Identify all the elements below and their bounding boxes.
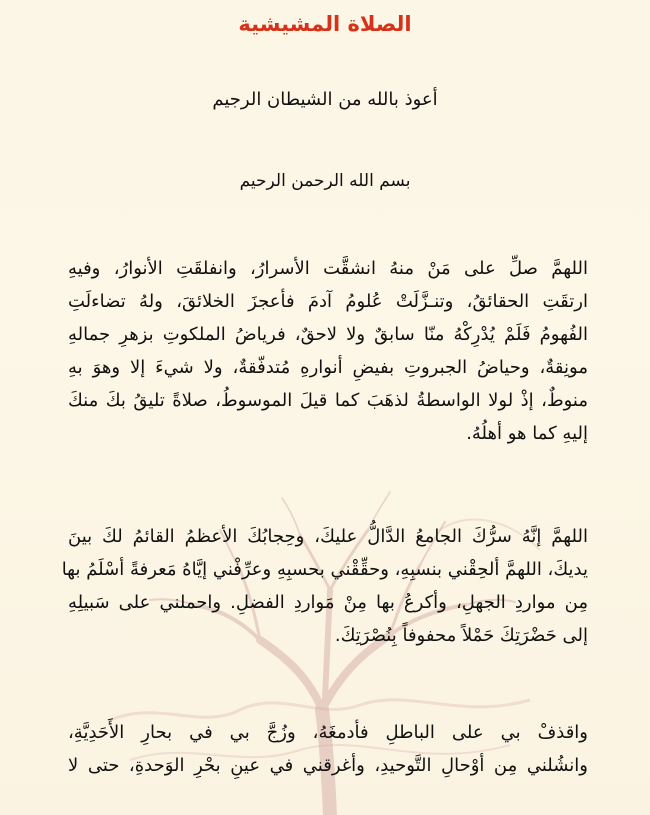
basmala-line: بسم الله الرحمن الرحيم: [239, 171, 411, 191]
paragraph-line: يديكَ، اللهمَّ ألحِقْني بنسبِهِ، وحقِّقْني بحسبِهِ وعرِّفْني إيَّاهُ مَعرفةً أسْلَمُ بها: [61, 559, 588, 580]
paragraph-line: واقذفْ بي على الباطلِ فأدمغَهُ، وزُجَّ بي في بحارِ الأَحَدِيَّةِ،: [68, 722, 588, 743]
paragraph-line: اللهمَّ صلِّ على مَنْ منهُ انشقَّت الأسرارُ، وانفلقَتِ الأنوارُ، وفيهِ: [68, 258, 588, 279]
page-title: الصلاة المشيشية: [238, 12, 412, 36]
isti3adha-line: أعوذ بالله من الشيطان الرجيم: [212, 89, 438, 110]
paragraph-line: اللهمَّ إنَّهُ سرُّكَ الجامعُ الدَّالُّ عليكَ، وحِجابُكَ الأعظمُ القائمُ لكَ بينَ: [68, 526, 588, 547]
paragraph-line: منوطٌ، إذْ لولا الواسطةُ لذهَبَ كما قيلَ الموسوطُ، صلاةً تليقُ بكَ منكَ: [68, 390, 588, 411]
paragraph-line: ارتقَتِ الحقائقُ، وتنـزَّلَتْ عُلومُ آدمَ فأعجزَ الخلائقَ، ولهُ تضاءلَتِ: [68, 291, 588, 312]
paragraph-line: مِن مواردِ الجهلِ، وأكرعُ بها مِنْ مَواردِ الفضلِ. واحملني على سَبيلِهِ: [68, 592, 588, 613]
paragraph-line: وانشُلني مِن أوْحالِ التَّوحيدِ، وأغرقني في عينِ بحْرِ الوَحدةِ، حتى لا: [68, 755, 588, 776]
paragraph-line: الفُهومُ فَلَمْ يُدْرِكْهُ منّا سابقٌ ولا لاحقٌ، فرياضُ الملكوتِ بزهرِ جمالهِ: [68, 324, 588, 345]
paragraph-line: مونِقةٌ، وحياضُ الجبروتِ بفيضِ أنوارهِ مُتدفّقةٌ، ولا شيءَ إلا وهوَ بهِ: [68, 357, 588, 378]
paragraph-2: [61, 520, 588, 652]
paragraph-3: [68, 716, 588, 782]
paragraph-1: [68, 252, 588, 450]
paragraph-line: إلى حَضْرَتِكَ حَمْلاً محفوفاً بِنُصْرَتِكَ.: [334, 625, 588, 646]
paragraph-line: إليهِ كما هو أهلُهُ.: [466, 423, 588, 444]
